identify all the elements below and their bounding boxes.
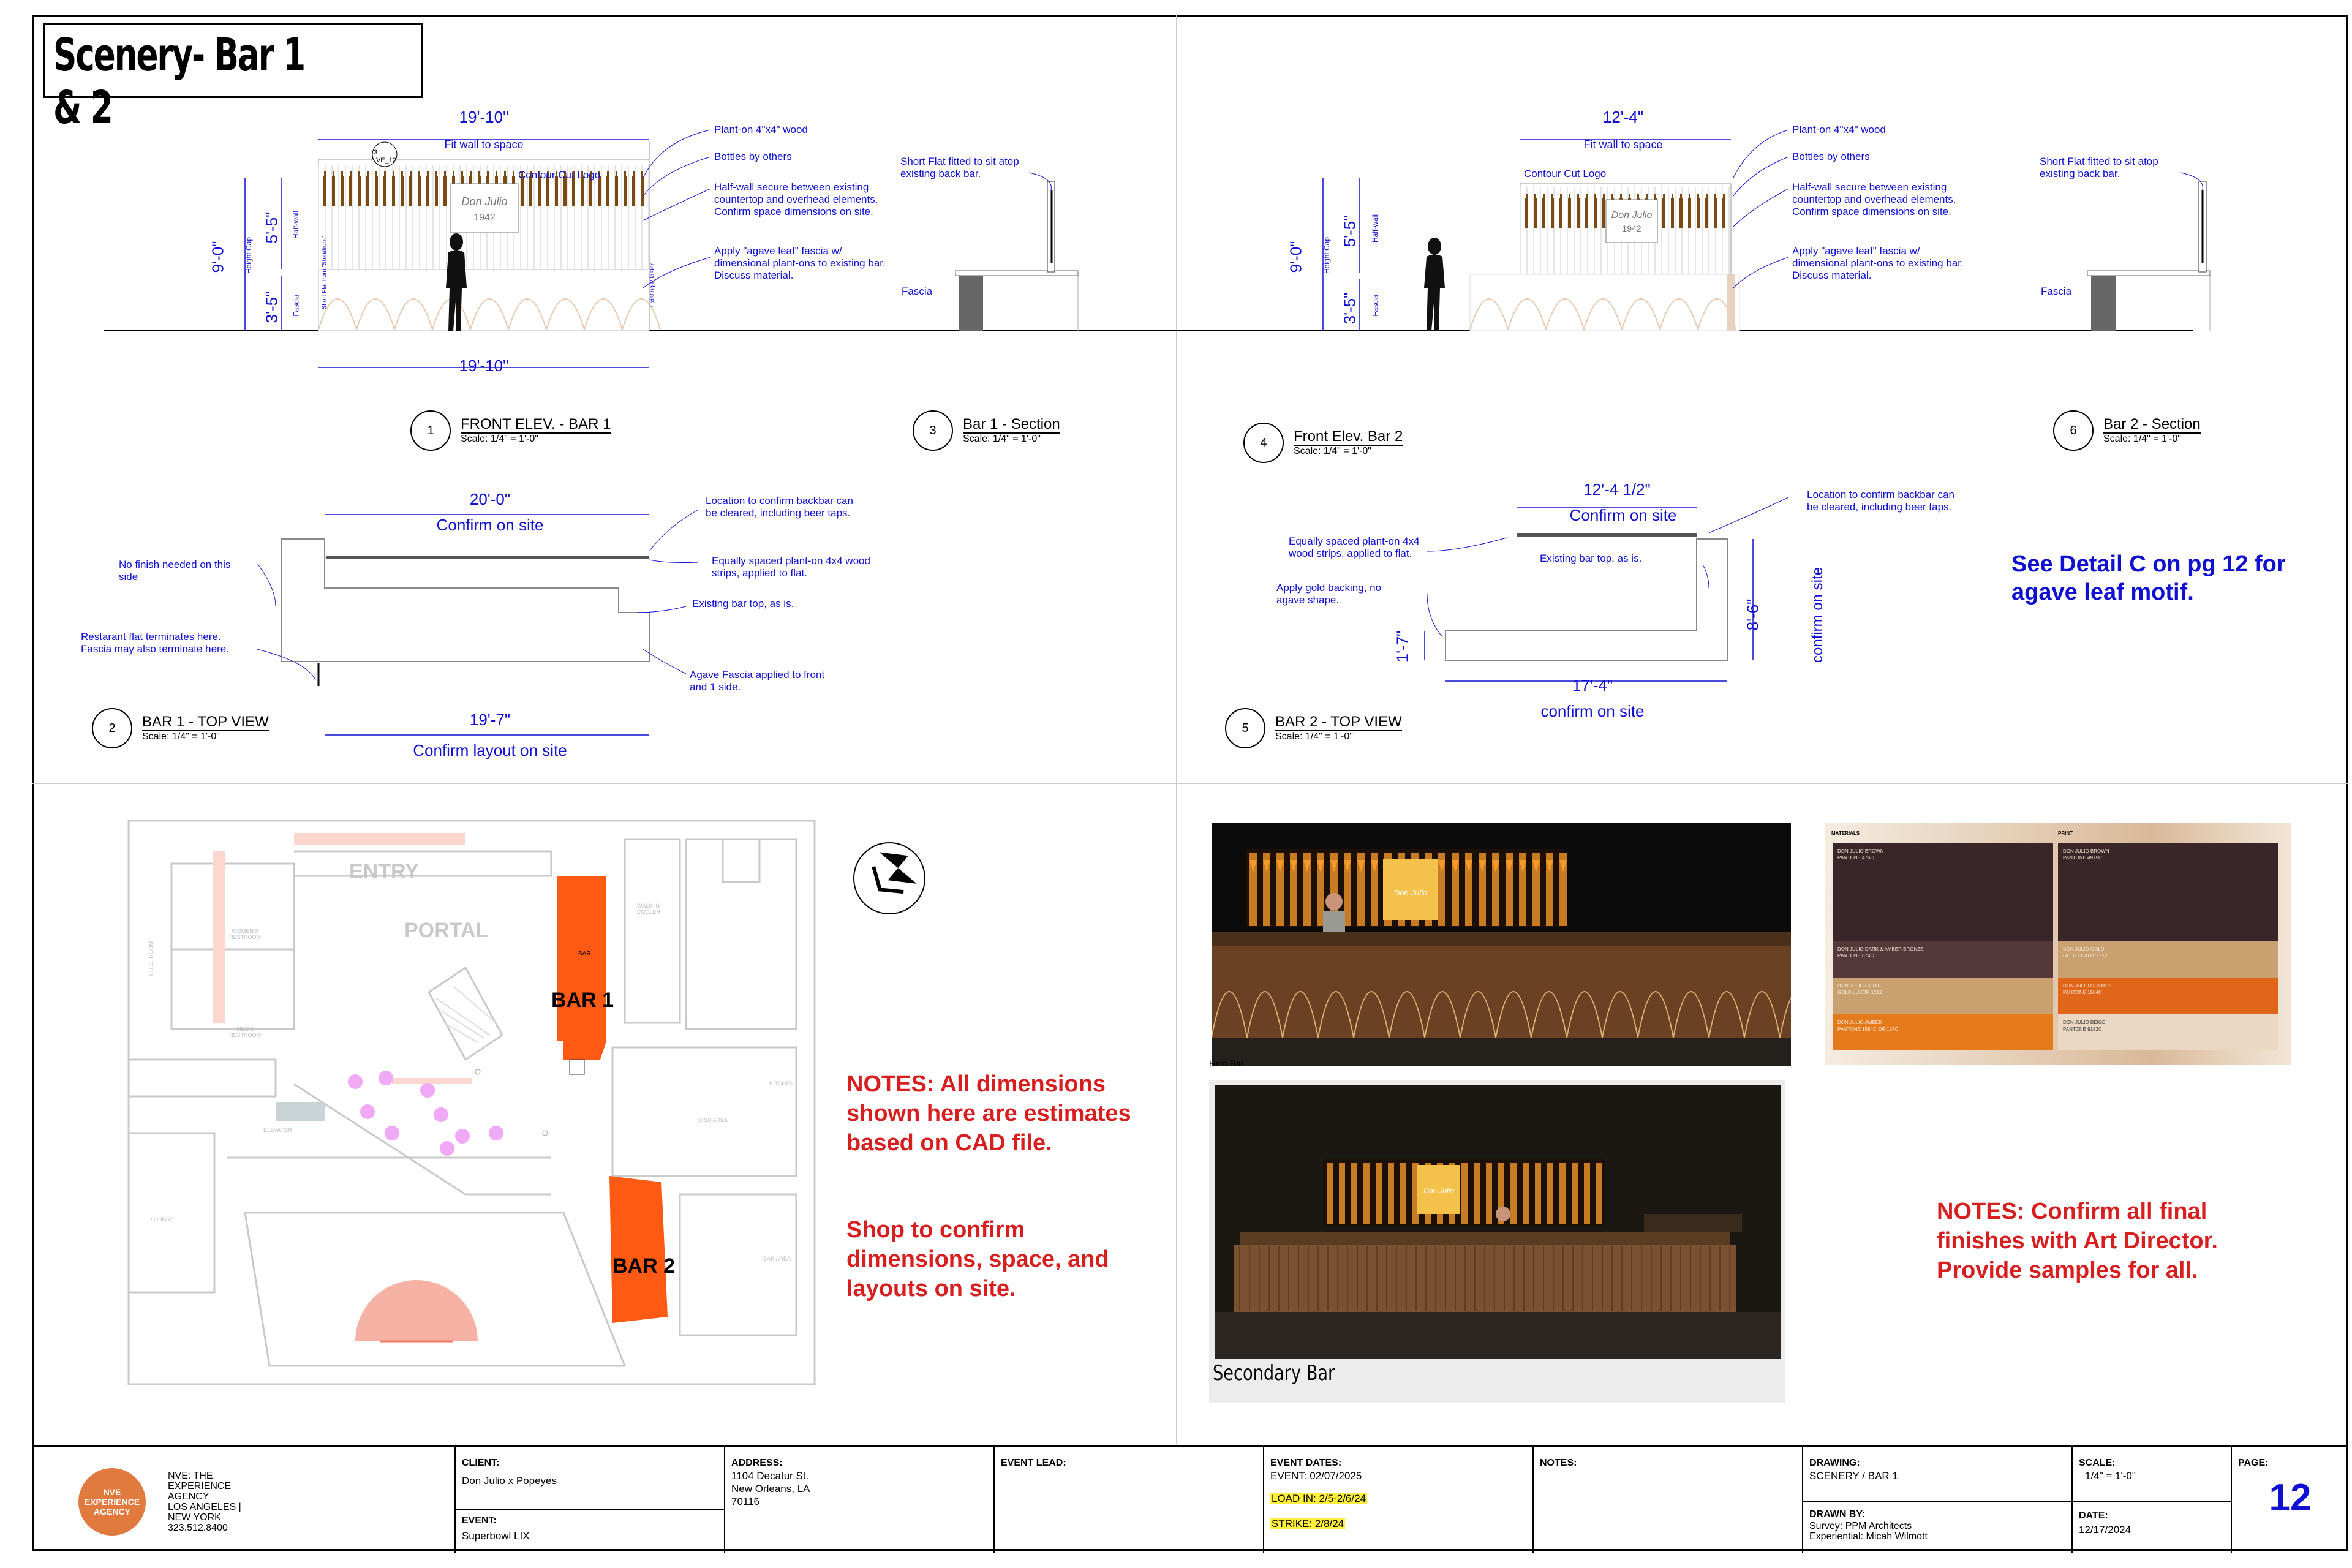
event-value: Superbowl LIX — [462, 1530, 530, 1542]
palette-swatch-label: DON JULIO AMBER PANTONE 1584C OR 157C — [1838, 1020, 1899, 1032]
elev2-height-cap-label: Height Cap — [1322, 236, 1332, 274]
notes-shop-confirm: Shop to confirm dimensions, space, and layouts on site. — [846, 1217, 1109, 1302]
palette-swatch-label: DON JULIO BROWN PANTONE 476C — [1838, 848, 1884, 861]
top2-width-note: Confirm on site — [1569, 506, 1677, 524]
top1-bottom-dim: 19'-7" — [469, 710, 511, 729]
drawn-by-survey: Survey: PPM Architects — [1809, 1521, 1912, 1531]
client-value: Don Julio x Popeyes — [462, 1475, 557, 1487]
top1-note-bar-top: Existing bar top, as is. — [692, 598, 794, 609]
client-cell — [454, 1447, 724, 1553]
top1-bottom-note: Confirm layout on site — [413, 741, 567, 760]
drawn-by-experiential: Experiential: Micah Wilmott — [1809, 1531, 1928, 1542]
plan-room-mens: MEN'S RESTROOM — [228, 1026, 261, 1038]
svg-text:Don Julio: Don Julio — [1611, 210, 1653, 221]
date-label: DATE: — [2079, 1510, 2108, 1521]
detail-reference-note: See Detail C on pg 12 for agave leaf motif. — [2011, 551, 2286, 605]
scale-label: SCALE: — [2079, 1458, 2116, 1468]
palette-materials-column — [1833, 843, 2053, 1049]
plan-room-bar-area: BAR AREA — [763, 1256, 791, 1262]
palette-materials-header: MATERIALS — [1831, 831, 1860, 836]
agency-line-2: EXPERIENCE — [168, 1481, 232, 1491]
palette-swatch — [1833, 843, 2053, 941]
section1-tag-scale: Scale: 1/4" = 1'-0" — [963, 434, 1041, 444]
top1-tag-number: 2 — [92, 708, 132, 748]
plan-room-dish: DISH AREA — [698, 1117, 728, 1123]
address-line-3: 70116 — [731, 1496, 760, 1507]
drawing-value: SCENERY / BAR 1 — [1809, 1470, 1898, 1482]
top2-tag — [1225, 708, 1402, 748]
elev1-note-fascia: Apply "agave leaf" fascia w/ dimensional plant-ons to existing bar. Discuss material. — [714, 245, 886, 281]
notes-dimensions: NOTES: All dimensions shown here are estimates based on CAD file. — [846, 1071, 1131, 1156]
event-label: EVENT: — [462, 1515, 497, 1526]
elev2-note-halfwall: Half-wall secure between existing countertop and overhead elements. Confirm space dimensions on site. — [1792, 181, 1956, 217]
palette-swatch — [1833, 978, 2053, 1014]
svg-text:1942: 1942 — [1622, 224, 1642, 233]
title-block — [32, 1446, 2348, 1551]
bar1-section — [956, 181, 1078, 331]
client-label: CLIENT: — [462, 1458, 500, 1468]
svg-text:1942: 1942 — [473, 213, 496, 223]
plan-entry-label: ENTRY — [349, 860, 419, 883]
agency-line-6: 323.512.8400 — [168, 1523, 228, 1533]
bar2-section — [2087, 181, 2210, 331]
agency-info — [168, 1471, 241, 1533]
elev2-tag-scale: Scale: 1/4" = 1'-0" — [1294, 446, 1371, 456]
palette-board — [1825, 823, 2291, 1065]
svg-text:Don Julio: Don Julio — [461, 195, 508, 208]
event-date-value: EVENT: 02/07/2025 — [1270, 1470, 1362, 1482]
secondary-bar-render — [1215, 1085, 1781, 1359]
elev1-fascia-label: Fascia — [292, 295, 301, 317]
elev1-tag — [410, 410, 611, 451]
elev2-width-note: Fit wall to space — [1583, 138, 1663, 151]
date-value: 12/17/2024 — [2079, 1524, 2132, 1536]
elev1-height-cap-label: Height Cap — [244, 236, 254, 274]
top1-note-no-finish: No finish needed on this side — [119, 559, 231, 582]
elev1-width-note: Fit wall to space — [444, 138, 524, 151]
top1-tag-scale: Scale: 1/4" = 1'-0" — [142, 731, 220, 742]
address-line-2: New Orleans, LA — [731, 1483, 810, 1494]
bar2-top-view — [1425, 507, 1753, 681]
palette-swatch-label: DON JULIO ORANGE PANTONE 1584C — [2063, 983, 2112, 995]
agency-line-4: LOS ANGELES | — [168, 1502, 241, 1512]
palette-swatch — [2058, 978, 2278, 1014]
page-cell — [2231, 1447, 2348, 1553]
section1-tag — [913, 410, 1060, 451]
top2-left-dim: 1'-7" — [1393, 630, 1412, 663]
elev1-total-height: 9'-0" — [208, 241, 227, 273]
top1-tag — [92, 708, 269, 748]
top2-bottom-note: confirm on site — [1540, 702, 1645, 720]
top1-width-note: Confirm on site — [436, 516, 544, 534]
plan-bar-small-label: BAR — [578, 951, 591, 957]
address-label: ADDRESS: — [731, 1458, 783, 1468]
agency-line-1: NVE: THE — [168, 1471, 213, 1481]
elev1-short-flat-label: Short Flat from "Storefront" — [321, 236, 328, 310]
secondary-bar-caption: Secondary Bar — [1213, 1361, 1335, 1385]
palette-swatch-label: DON JULIO GOLD GOLD LUXOR 1212 — [1838, 983, 1882, 995]
elev2-tag-number: 4 — [1243, 423, 1284, 463]
palette-swatch-label: DON JULIO GOLD GOLD LUXOR 1212 — [2063, 946, 2108, 959]
floor-plan — [123, 815, 827, 1403]
section2-fascia-label: Fascia — [2041, 285, 2072, 297]
elev2-note-bottles: Bottles by others — [1792, 151, 1870, 162]
north-arrow-icon — [851, 840, 927, 916]
event-dates-label: EVENT DATES: — [1270, 1458, 1342, 1468]
palette-swatch-label: DON JULIO BEIGE PANTONE 9182C — [2063, 1020, 2106, 1032]
agency-logo: NVE EXPERIENCE AGENCY — [78, 1468, 146, 1536]
elev2-total-height: 9'-0" — [1286, 241, 1305, 273]
top1-note-backbar: Location to confirm backbar can be cleared, including beer taps. — [706, 495, 853, 519]
top2-note-bar-top: Existing bar top, as is. — [1540, 552, 1642, 564]
elev2-upper-height: 5'-5" — [1340, 215, 1359, 247]
section1-tag-number: 3 — [913, 410, 953, 451]
section2-tag — [2053, 410, 2201, 451]
elev1-tag-number: 1 — [410, 410, 451, 451]
section2-tag-number: 6 — [2053, 410, 2094, 451]
elev1-logo-label: Contour Cut Logo — [518, 169, 601, 181]
top2-tag-number: 5 — [1225, 708, 1265, 748]
elev1-tag-scale: Scale: 1/4" = 1'-0" — [461, 434, 538, 444]
load-in-value: LOAD IN: 2/5-2/6/24 — [1272, 1493, 1366, 1504]
plan-room-elevator: ELEVATOR — [263, 1127, 292, 1133]
notes-finishes: NOTES: Confirm all final finishes with Art Director. Provide samples for all. — [1937, 1199, 2218, 1283]
top2-width-dim: 12'-4 1/2" — [1583, 480, 1651, 499]
top1-width-dim: 20'-0" — [469, 490, 511, 508]
elev1-upper-height: 5'-5" — [262, 211, 281, 244]
plan-bar1-label: BAR 1 — [551, 989, 614, 1012]
palette-swatch — [1833, 941, 2053, 978]
agency-line-5: NEW YORK — [168, 1512, 221, 1523]
elev1-width-dim: 19'-10" — [459, 108, 509, 126]
top2-note-strips: Equally spaced plant-on 4x4 wood strips, applied to flat. — [1289, 535, 1420, 559]
top1-note-restaurant-flat: Restarant flat terminates here. Fascia may also terminate here. — [81, 631, 229, 655]
elev2-note-fascia: Apply "agave leaf" fascia w/ dimensional plant-ons to existing bar. Discuss material. — [1792, 245, 1964, 281]
top1-note-strips: Equally spaced plant-on 4x4 wood strips, applied to flat. — [712, 555, 870, 579]
scale-value: 1/4" = 1'-0" — [2085, 1470, 2136, 1482]
palette-swatch — [1833, 1014, 2053, 1050]
scale-cell — [2071, 1447, 2231, 1553]
page-number: 12 — [2269, 1477, 2312, 1519]
sheet-title: Scenery- Bar 1 & 2 — [53, 29, 305, 134]
palette-swatch — [2058, 1014, 2278, 1050]
top2-right-note: confirm on site — [1809, 567, 1826, 663]
plan-bar2-label: BAR 2 — [612, 1254, 676, 1278]
svg-text:Don Julio: Don Julio — [1423, 1186, 1455, 1195]
elev1-bottom-dim: 19'-10" — [459, 356, 509, 375]
elev1-tag-title: FRONT ELEV. - BAR 1 — [461, 416, 611, 432]
elev1-lower-height: 3'-5" — [262, 291, 281, 323]
elev2-width-dim: 12'-4" — [1602, 108, 1644, 126]
top2-tag-title: BAR 2 - TOP VIEW — [1275, 714, 1402, 730]
hero-bar-render — [1212, 823, 1791, 1066]
top2-bottom-dim: 17'-4" — [1572, 676, 1613, 695]
palette-swatch — [2058, 941, 2278, 978]
event-lead-label: EVENT LEAD: — [1001, 1458, 1066, 1468]
section2-tag-scale: Scale: 1/4" = 1'-0" — [2103, 434, 2181, 444]
drawing-cell — [1802, 1447, 2071, 1553]
address-cell — [724, 1447, 993, 1553]
palette-swatch — [2058, 843, 2278, 941]
palette-swatch-label: DON JULIO BROWN PANTONE 4975U — [2063, 848, 2109, 861]
elev2-note-wood: Plant-on 4"x4" wood — [1792, 124, 1886, 135]
top2-right-dim: 8'-6" — [1743, 598, 1762, 631]
plan-portal-label: PORTAL — [404, 919, 489, 942]
drawn-by-label: DRAWN BY: — [1809, 1509, 1866, 1520]
elev2-fascia-label: Fascia — [1371, 295, 1380, 317]
address-line-1: 1104 Decatur St. — [731, 1470, 809, 1482]
notes-cell — [1532, 1447, 1802, 1553]
top1-note-agave-fascia: Agave Fascia applied to front and 1 side. — [690, 669, 825, 693]
palette-print-header: PRINT — [2058, 831, 2073, 836]
elev2-logo-label: Contour Cut Logo — [1524, 168, 1607, 179]
agency-line-3: AGENCY — [168, 1491, 209, 1502]
elev1-pilaster-label: Existing Pilaster — [649, 263, 657, 307]
elev1-detail-num: 3 — [374, 149, 378, 156]
elev2-half-wall-label: Half-wall — [1371, 214, 1380, 243]
elev2-lower-height: 3'-5" — [1340, 292, 1359, 325]
section1-tag-title: Bar 1 - Section — [963, 416, 1060, 432]
plan-room-kitchen: KITCHEN — [769, 1080, 794, 1087]
plan-room-cooler: WALK-IN COOLER — [637, 903, 661, 915]
palette-print-column — [2058, 843, 2278, 1049]
top2-note-backbar: Location to confirm backbar can be cleared, including beer taps. — [1807, 489, 1954, 513]
hero-bar-caption: Hero Bar — [1209, 1058, 1244, 1068]
section2-tag-title: Bar 2 - Section — [2103, 416, 2201, 432]
elev2-tag — [1243, 423, 1403, 463]
event-lead-cell — [993, 1447, 1263, 1553]
section1-fascia-label: Fascia — [902, 285, 933, 297]
plan-room-womens: WOMEN'S RESTROOM — [228, 928, 261, 940]
elev1-note-wood: Plant-on 4"x4" wood — [714, 124, 808, 135]
svg-text:Don Julio: Don Julio — [1393, 888, 1428, 897]
section2-note: Short Flat fitted to sit atop existing back bar. — [2040, 156, 2158, 179]
elev1-note-bottles: Bottles by others — [714, 151, 792, 162]
event-dates-cell — [1263, 1447, 1532, 1553]
strike-value: STRIKE: 2/8/24 — [1272, 1518, 1344, 1529]
elev1-half-wall-label: Half-wall — [292, 210, 301, 239]
elev1-detail-ref: NVE_12 — [371, 157, 396, 164]
top2-tag-scale: Scale: 1/4" = 1'-0" — [1275, 731, 1353, 742]
section1-note: Short Flat fitted to sit atop existing back bar. — [900, 156, 1019, 179]
palette-swatch-label: DON JULIO DARK & AMBER BRONZE PANTONE 874C — [1838, 946, 1924, 959]
notes-label: NOTES: — [1540, 1458, 1577, 1468]
drawing-label: DRAWING: — [1809, 1458, 1860, 1468]
plan-room-elec: ELEC. ROOM — [148, 941, 154, 976]
elev2-tag-title: Front Elev. Bar 2 — [1294, 428, 1403, 445]
top2-note-gold: Apply gold backing, no agave shape. — [1276, 582, 1382, 606]
page-label: PAGE: — [2238, 1458, 2269, 1468]
elev1-note-halfwall: Half-wall secure between existing countertop and overhead elements. Confirm space dimensions on site. — [714, 181, 878, 217]
plan-room-lounge: LOUNGE — [151, 1216, 175, 1223]
bar1-top-view — [282, 514, 649, 735]
top1-tag-title: BAR 1 - TOP VIEW — [142, 714, 269, 730]
